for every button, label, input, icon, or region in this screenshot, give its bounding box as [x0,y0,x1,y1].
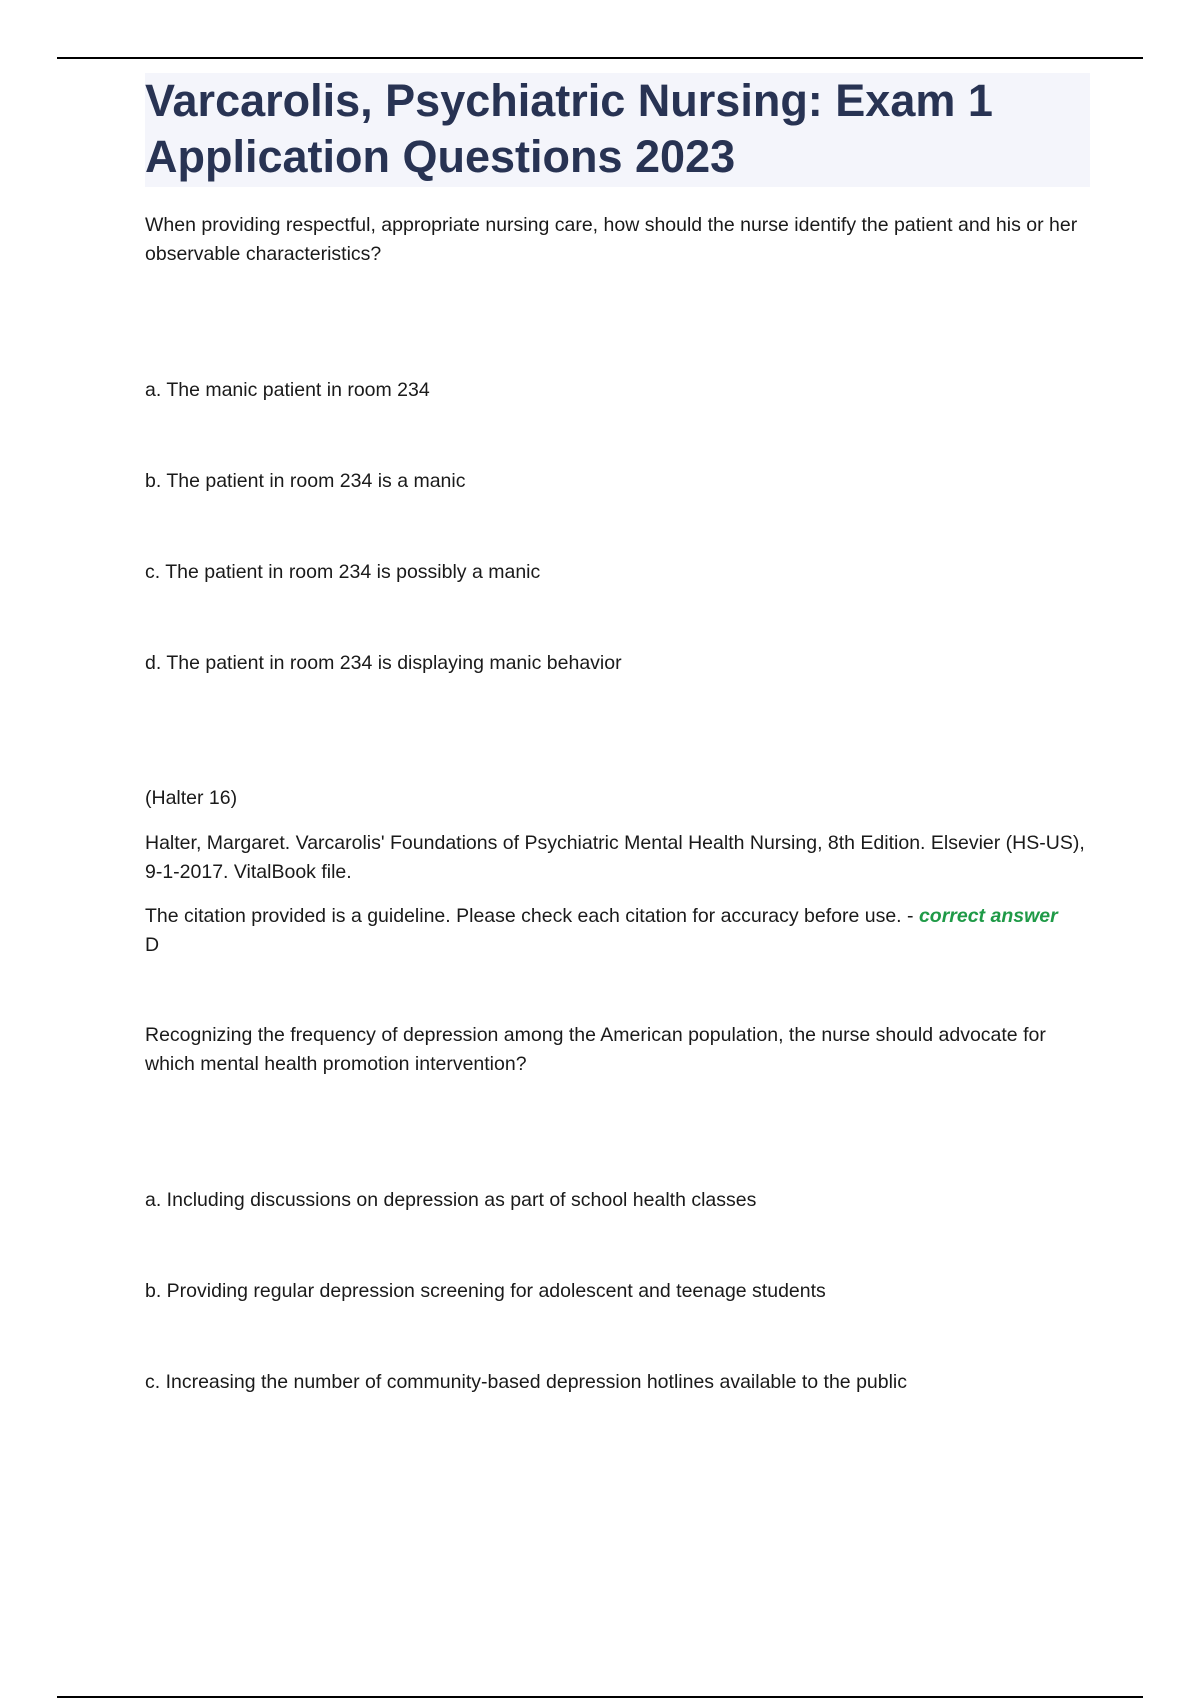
question-2-option-b: b. Providing regular depression screening for adolescent and teenage students [145,1280,826,1302]
question-1-stem: When providing respectful, appropriate nursing care, how should the nurse identify the patient and his or her observable characteristics? [145,214,1078,265]
question-1-option-d: d. The patient in room 234 is displaying manic behavior [145,652,622,674]
question-2-option-a: a. Including discussions on depression as part of school health classes [145,1189,757,1211]
title-line-1: Varcarolis, Psychiatric Nursing: Exam 1 [145,75,993,126]
page-title [145,73,1090,185]
question-1-answer: D [145,934,160,956]
question-1-reference-short: (Halter 16) [145,787,238,809]
citation-note-text: The citation provided is a guideline. Please check each citation for accuracy before use. - [145,905,919,927]
document-body [145,73,1090,1397]
question-2-option-c: c. Increasing the number of community-based depression hotlines available to the public [145,1371,908,1393]
question-1-option-a: a. The manic patient in room 234 [145,379,430,401]
bottom-rule [57,1696,1143,1698]
title-line-2: Application Questions 2023 [145,131,736,182]
correct-answer-label: correct answer [918,905,1058,927]
question-1-reference-full: Halter, Margaret. Varcarolis' Foundations of Psychiatric Mental Health Nursing, 8th Edition. Elsevier (HS-US), 9-1-2017. VitalBook file. [145,832,1085,883]
top-rule [57,57,1143,59]
question-1-option-c: c. The patient in room 234 is possibly a manic [145,561,541,583]
question-2-stem: Recognizing the frequency of depression among the American population, the nurse should advocate for which mental health promotion intervention? [145,1024,1046,1075]
question-1-citation-note [145,902,1090,960]
question-1-option-b: b. The patient in room 234 is a manic [145,470,466,492]
title-block [145,73,1090,187]
